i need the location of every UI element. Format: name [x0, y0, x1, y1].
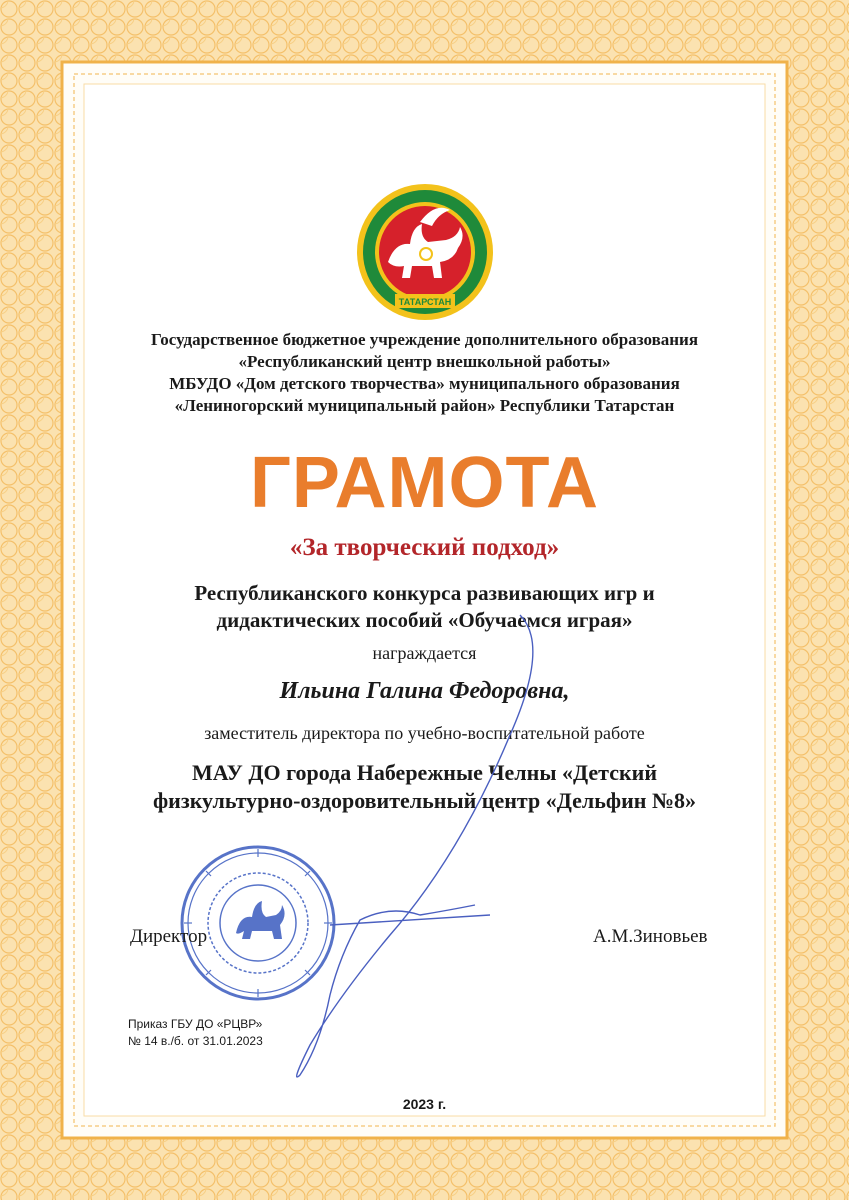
organization-line-2: «Республиканский центр внешкольной работы»: [238, 352, 611, 371]
signatory-name: А.М.Зиновьев: [593, 926, 708, 947]
order-line-2: № 14 в./б. от 31.01.2023: [128, 1034, 263, 1048]
organization-line-1: Государственное бюджетное учреждение дополнительного образования: [150, 330, 699, 349]
certificate-title: ГРАМОТА: [250, 443, 599, 523]
order-reference: [128, 1016, 263, 1050]
nomination: «За творческий подход»: [289, 534, 560, 561]
institution-line-2: физкультурно-оздоровительный центр «Дельфин №8»: [152, 788, 697, 813]
issue-year: 2023 г.: [402, 1096, 447, 1112]
emblem-ring-text: ТАТАРСТАН: [398, 297, 452, 307]
organization-header: [0, 329, 849, 417]
tatarstan-emblem-icon: [350, 182, 500, 327]
institution-line-1: МАУ ДО города Набережные Челны «Детский: [191, 760, 658, 785]
organization-line-4: «Лениногорский муниципальный район» Республики Татарстан: [174, 396, 675, 415]
awarded-text: награждается: [372, 643, 477, 663]
contest-line-2: дидактических пособий «Обучаемся играя»: [216, 608, 633, 632]
contest-line-1: Республиканского конкурса развивающих игр и: [194, 581, 655, 605]
recipient-name: Ильина Галина Федоровна,: [279, 678, 570, 704]
signatory-role: Директор: [130, 926, 208, 947]
organization-line-3: МБУДО «Дом детского творчества» муниципального образования: [169, 374, 680, 393]
order-line-1: Приказ ГБУ ДО «РЦВР»: [128, 1017, 263, 1031]
recipient-position: заместитель директора по учебно-воспитательной работе: [204, 723, 645, 743]
